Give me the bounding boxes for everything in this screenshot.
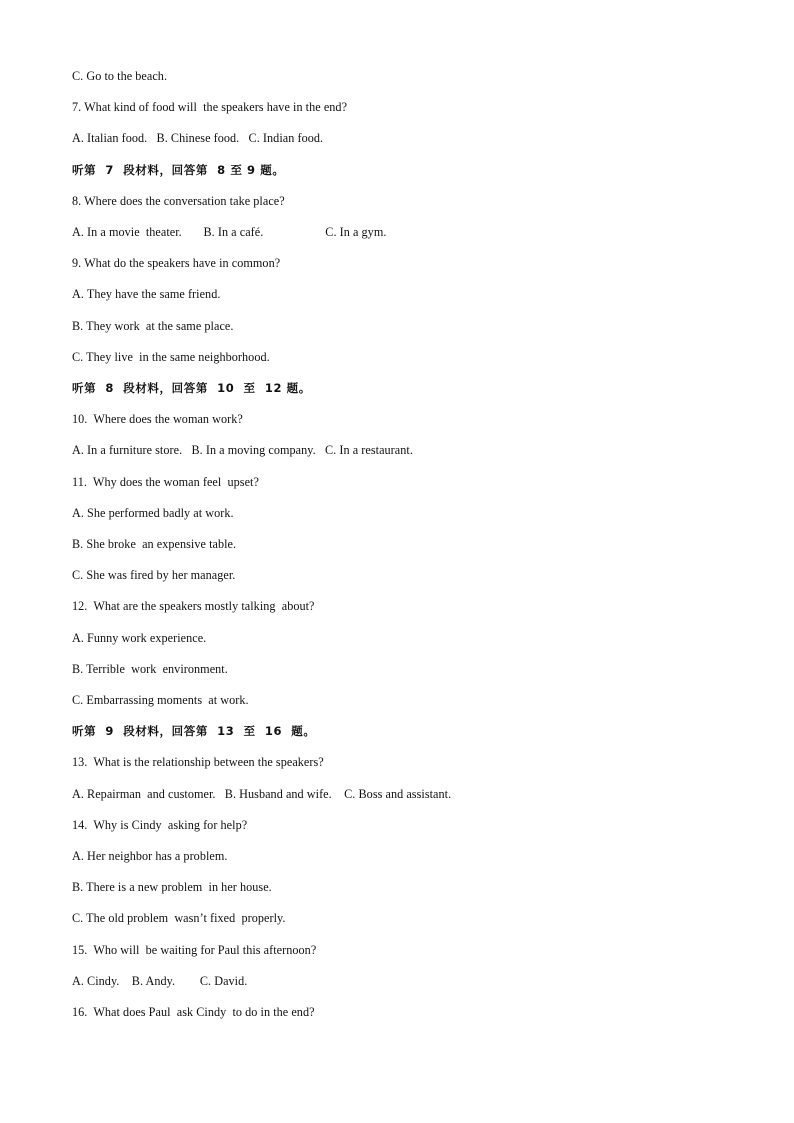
option-a-q11: A. She performed badly at work. bbox=[72, 506, 234, 520]
question-15: 15. Who will be waiting for Paul this afternoon? bbox=[72, 943, 317, 957]
option-b-q11: B. She broke an expensive table. bbox=[72, 537, 237, 551]
options-q7: A. Italian food. B. Chinese food. C. Indian food. bbox=[72, 131, 324, 145]
option-c-q14: C. The old problem wasn’t fixed properly. bbox=[72, 911, 286, 925]
section-heading-8: 听第 8 段材料，回答第 10 至 12 题。 bbox=[72, 381, 311, 395]
option-b-q9: B. They work at the same place. bbox=[72, 319, 234, 333]
options-q15: A. Cindy. B. Andy. C. David. bbox=[72, 974, 248, 988]
options-q8: A. In a movie theater. B. In a café. C. In a gym. bbox=[72, 225, 387, 239]
question-8: 8. Where does the conversation take place? bbox=[72, 194, 285, 208]
question-7: 7. What kind of food will the speakers have in the end? bbox=[72, 100, 348, 114]
option-b-q12: B. Terrible work environment. bbox=[72, 662, 228, 676]
option-a-q12: A. Funny work experience. bbox=[72, 631, 207, 645]
section-heading-9: 听第 9 段材料，回答第 13 至 16 题。 bbox=[72, 724, 316, 738]
option-a-q9: A. They have the same friend. bbox=[72, 287, 221, 301]
question-16: 16. What does Paul ask Cindy to do in the end? bbox=[72, 1005, 315, 1019]
question-11: 11. Why does the woman feel upset? bbox=[72, 475, 259, 489]
question-9: 9. What do the speakers have in common? bbox=[72, 256, 281, 270]
option-c-q9: C. They live in the same neighborhood. bbox=[72, 350, 270, 364]
question-10: 10. Where does the woman work? bbox=[72, 412, 243, 426]
options-q13: A. Repairman and customer. B. Husband and wife. C. Boss and assistant. bbox=[72, 787, 452, 801]
question-13: 13. What is the relationship between the speakers? bbox=[72, 755, 324, 769]
option-a-q14: A. Her neighbor has a problem. bbox=[72, 849, 228, 863]
options-q10: A. In a furniture store. B. In a moving company. C. In a restaurant. bbox=[72, 443, 413, 457]
option-c-q11: C. She was fired by her manager. bbox=[72, 568, 236, 582]
option-c-q6: C. Go to the beach. bbox=[72, 69, 168, 83]
question-12: 12. What are the speakers mostly talking about? bbox=[72, 599, 315, 613]
section-heading-7: 听第 7 段材料，回答第 8 至 9 题。 bbox=[72, 163, 285, 177]
option-c-q12: C. Embarrassing moments at work. bbox=[72, 693, 249, 707]
option-b-q14: B. There is a new problem in her house. bbox=[72, 880, 272, 894]
question-14: 14. Why is Cindy asking for help? bbox=[72, 818, 248, 832]
